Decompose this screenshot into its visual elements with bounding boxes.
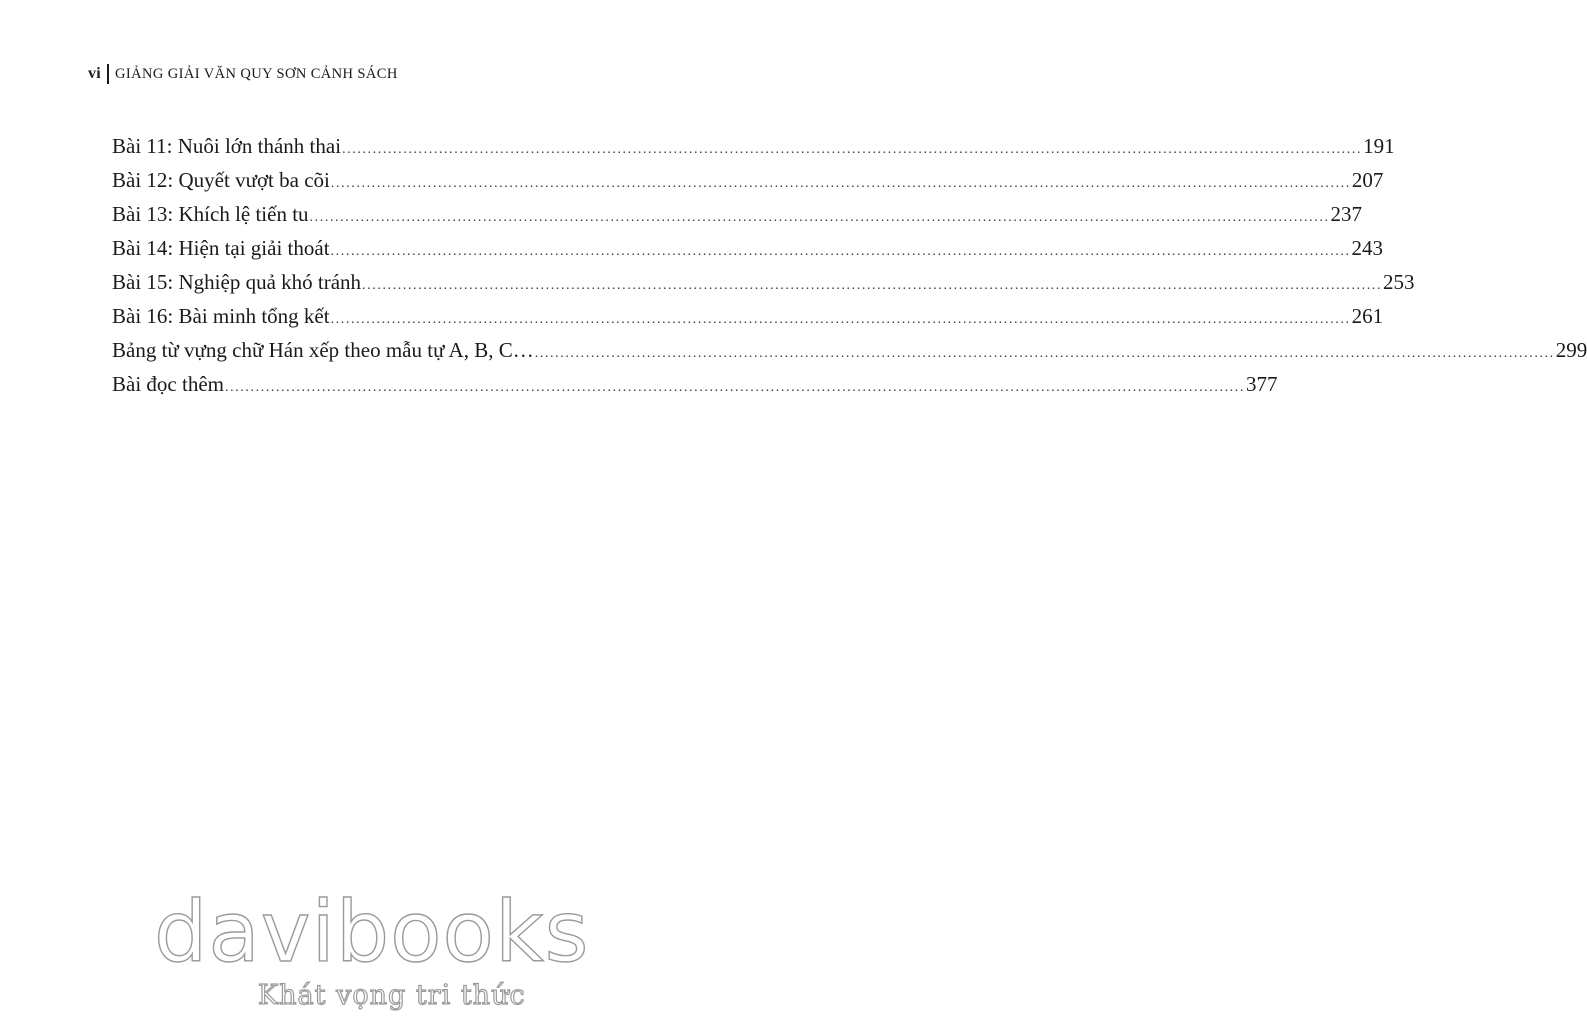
- toc-entry-page: 261: [1351, 304, 1384, 328]
- toc-entry-page: 377: [1245, 372, 1278, 396]
- toc-dot-leader: ........................................................................................................................................................................................................: [330, 176, 1351, 191]
- toc-entry-page: 243: [1351, 236, 1384, 260]
- toc-entry[interactable]: [112, 236, 1384, 270]
- toc-entry-page: 299: [1555, 338, 1587, 362]
- toc-entry-title: Bài 11: Nuôi lớn thánh thai: [112, 134, 342, 158]
- toc-entry-title: Bài 12: Quyết vượt ba cõi: [112, 168, 330, 192]
- toc-entry-title: Bài 14: Hiện tại giải thoát: [112, 236, 330, 260]
- toc-dot-leader: ........................................................................................................................................................................................................: [342, 142, 1363, 157]
- toc-entry-title: Bài đọc thêm: [112, 372, 224, 396]
- toc-entry-page: 237: [1330, 202, 1363, 226]
- toc-entry-title: Bài 13: Khích lệ tiến tu: [112, 202, 309, 226]
- toc-entry-title: Bài 15: Nghiệp quả khó tránh: [112, 270, 362, 294]
- running-head: [88, 64, 398, 84]
- toc-entry-title: Bài 16: Bài minh tổng kết: [112, 304, 330, 328]
- toc-entry[interactable]: [112, 270, 1415, 304]
- toc-entry[interactable]: [112, 134, 1395, 168]
- toc-dot-leader: ........................................................................................................................................................................................................: [534, 346, 1555, 361]
- watermark-slogan: Khát vọng tri thức: [258, 980, 526, 1011]
- toc-dot-leader: ........................................................................................................................................................................................................: [309, 210, 1330, 225]
- toc-dot-leader: ........................................................................................................................................................................................................: [330, 244, 1351, 259]
- toc-entry-title: Bảng từ vựng chữ Hán xếp theo mẫu tự A, B, C…: [112, 338, 534, 362]
- watermark-brand: davibooks: [154, 883, 590, 981]
- toc-entry[interactable]: [112, 338, 1587, 372]
- toc-entry[interactable]: [112, 202, 1363, 236]
- toc-entry[interactable]: [112, 372, 1278, 406]
- toc-entry-page: 207: [1351, 168, 1384, 192]
- toc-entry[interactable]: [112, 168, 1384, 202]
- toc-dot-leader: ........................................................................................................................................................................................................: [362, 278, 1383, 293]
- toc-dot-leader: ........................................................................................................................................................................................................: [330, 312, 1351, 327]
- toc-entry-page: 253: [1383, 270, 1415, 294]
- toc-entry-page: 191: [1363, 134, 1395, 158]
- header-divider: [107, 64, 109, 84]
- page-number: vi: [88, 65, 102, 82]
- toc-dot-leader: ........................................................................................................................................................................................................: [224, 380, 1245, 395]
- book-title: GIẢNG GIẢI VĂN QUY SƠN CẢNH SÁCH: [115, 65, 398, 82]
- toc-entry[interactable]: [112, 304, 1384, 338]
- table-of-contents: [112, 134, 1587, 406]
